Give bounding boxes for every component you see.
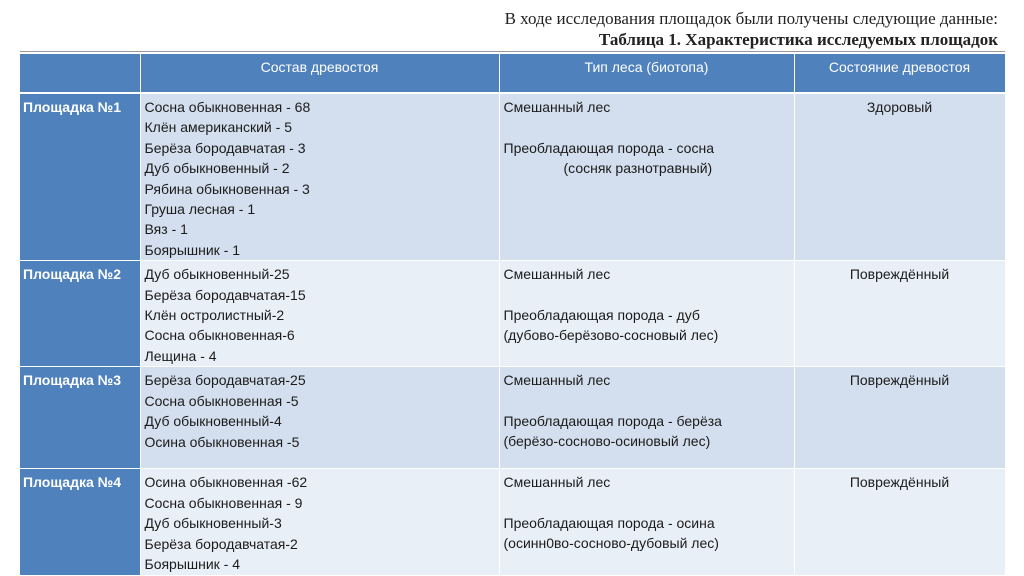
header-forest-type: Тип леса (биотопа) [499,54,794,93]
forest-type: Смешанный лес [503,372,611,389]
site-name: Площадка №2 [20,261,140,367]
species-line: Сосна обыкновенная -5 [144,392,299,409]
forest-subtype: (берёзо-сосново-осиновый лес) [503,433,711,450]
forest-type-cell [499,93,794,261]
species-line: Боярышник - 4 [144,555,241,572]
species-line: Вяз - 1 [144,221,188,238]
sites-table [20,54,1006,576]
species-line: Дуб обыкновенный-4 [144,413,282,430]
species-line: Дуб обыкновенный - 2 [144,160,290,177]
table-caption: Таблица 1. Характеристика исследуемых площадок [598,30,998,49]
composition-cell [140,93,499,261]
site-name: Площадка №4 [20,469,140,576]
forest-type: Смешанный лес [503,474,611,491]
dominant-species: Преобладающая порода - дуб [503,307,700,324]
species-line: Лещина - 4 [144,347,217,364]
status-cell: Повреждённый [794,261,1005,367]
species-line: Берёза бородавчатая-15 [144,286,306,303]
status-cell: Здоровый [794,93,1005,261]
species-line: Груша лесная - 1 [144,201,256,218]
species-line: Берёза бородавчатая - 3 [144,139,306,156]
forest-type-cell [499,469,794,576]
species-line: Сосна обыкновенная - 68 [144,99,311,115]
species-line: Берёза бородавчатая-2 [144,535,298,552]
intro-text: В ходе исследования площадок были получены следующие данные: [504,9,998,28]
species-line: Клён американский - 5 [144,119,292,136]
table-row [20,261,1005,367]
spacer [504,391,790,411]
species-line: Боярышник - 1 [144,241,241,258]
forest-type-cell [499,261,794,367]
species-line: Берёза бородавчатая-25 [144,372,306,389]
header-divider [20,51,1005,52]
page-header [505,8,998,51]
dominant-species: Преобладающая порода - осина [503,515,715,532]
species-line: Осина обыкновенная -62 [144,474,308,491]
status-cell: Повреждённый [794,469,1005,576]
site-name: Площадка №1 [20,93,140,261]
composition-cell [140,469,499,576]
table-header-row [20,54,1005,93]
dominant-species: Преобладающая порода - берёза [503,413,722,430]
forest-subtype: (сосняк разнотравный) [563,160,713,177]
species-line: Дуб обыкновенный-3 [144,515,282,532]
header-status: Состояние древостоя [794,54,1005,93]
species-line: Сосна обыкновенная-6 [144,327,295,344]
header-composition: Состав древостоя [140,54,499,93]
status-cell: Повреждённый [794,367,1005,469]
spacer [504,493,790,513]
site-name: Площадка №3 [20,367,140,469]
header-corner [20,54,140,93]
composition-cell [140,261,499,367]
forest-subtype: (дубово-берёзово-сосновый лес) [503,327,719,344]
species-line: Клён остролистный-2 [144,307,285,324]
table-row [20,93,1005,261]
forest-type-cell [499,367,794,469]
species-line: Сосна обыкновенная - 9 [144,494,303,511]
spacer [504,285,790,305]
species-line: Рябина обыкновенная - 3 [144,180,310,197]
table-row [20,469,1005,576]
composition-cell [140,367,499,469]
dominant-species: Преобладающая порода - сосна [503,139,714,156]
forest-subtype: (осинн0во-сосново-дубовый лес) [503,535,719,552]
forest-type: Смешанный лес [503,99,611,115]
spacer [504,117,790,137]
species-line: Осина обыкновенная -5 [144,433,300,450]
table-row [20,367,1005,469]
forest-type: Смешанный лес [503,266,611,283]
species-line: Дуб обыкновенный-25 [144,266,290,283]
